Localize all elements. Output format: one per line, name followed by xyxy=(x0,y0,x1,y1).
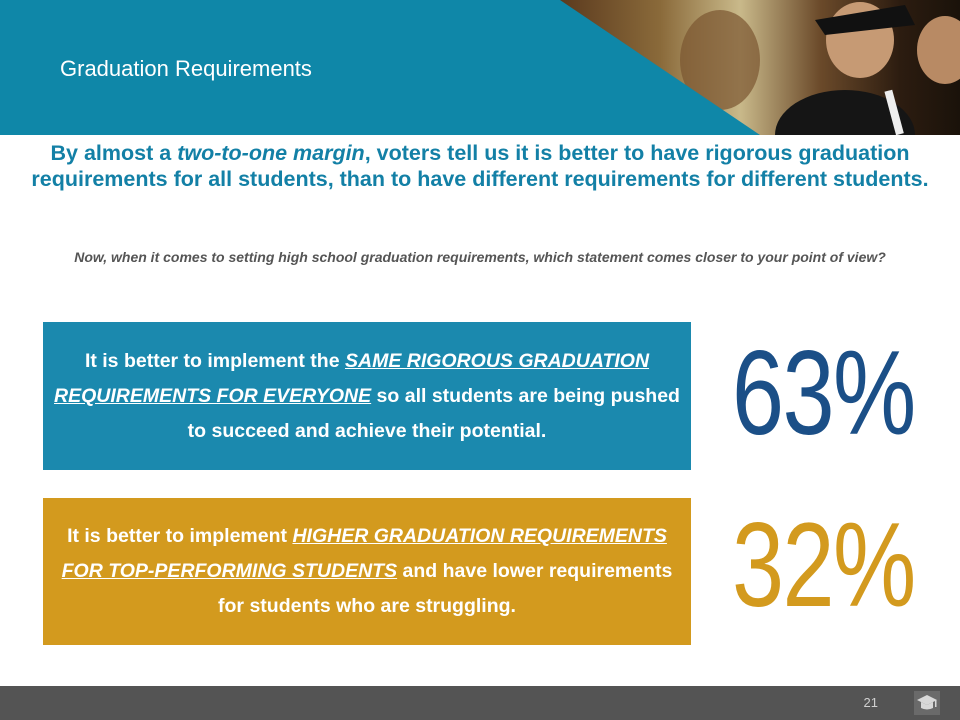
page-number: 21 xyxy=(863,695,878,710)
option-same-requirements: It is better to implement the SAME RIGOROUS GRADUATION REQUIREMENTS FOR EVERYONE so all students are being pushed to succeed and achieve their potential. xyxy=(43,322,691,470)
slide-title: Graduation Requirements xyxy=(60,56,312,81)
survey-question: Now, when it comes to setting high school graduation requirements, which statement comes closer to your point of view? xyxy=(74,249,886,265)
footer-bar xyxy=(0,686,960,720)
header-banner xyxy=(0,0,960,135)
graduation-cap-icon xyxy=(912,689,942,717)
percent-same-requirements: 63% xyxy=(732,326,915,460)
option-higher-requirements: It is better to implement HIGHER GRADUATION REQUIREMENTS FOR TOP-PERFORMING STUDENTS and have lower requirements for students who are struggling. xyxy=(43,498,691,645)
headline: By almost a two-to-one margin, voters tell us it is better to have rigorous graduation requirements for all students, than to have different requirements for different students. xyxy=(31,141,929,191)
percent-higher-requirements: 32% xyxy=(732,498,915,632)
